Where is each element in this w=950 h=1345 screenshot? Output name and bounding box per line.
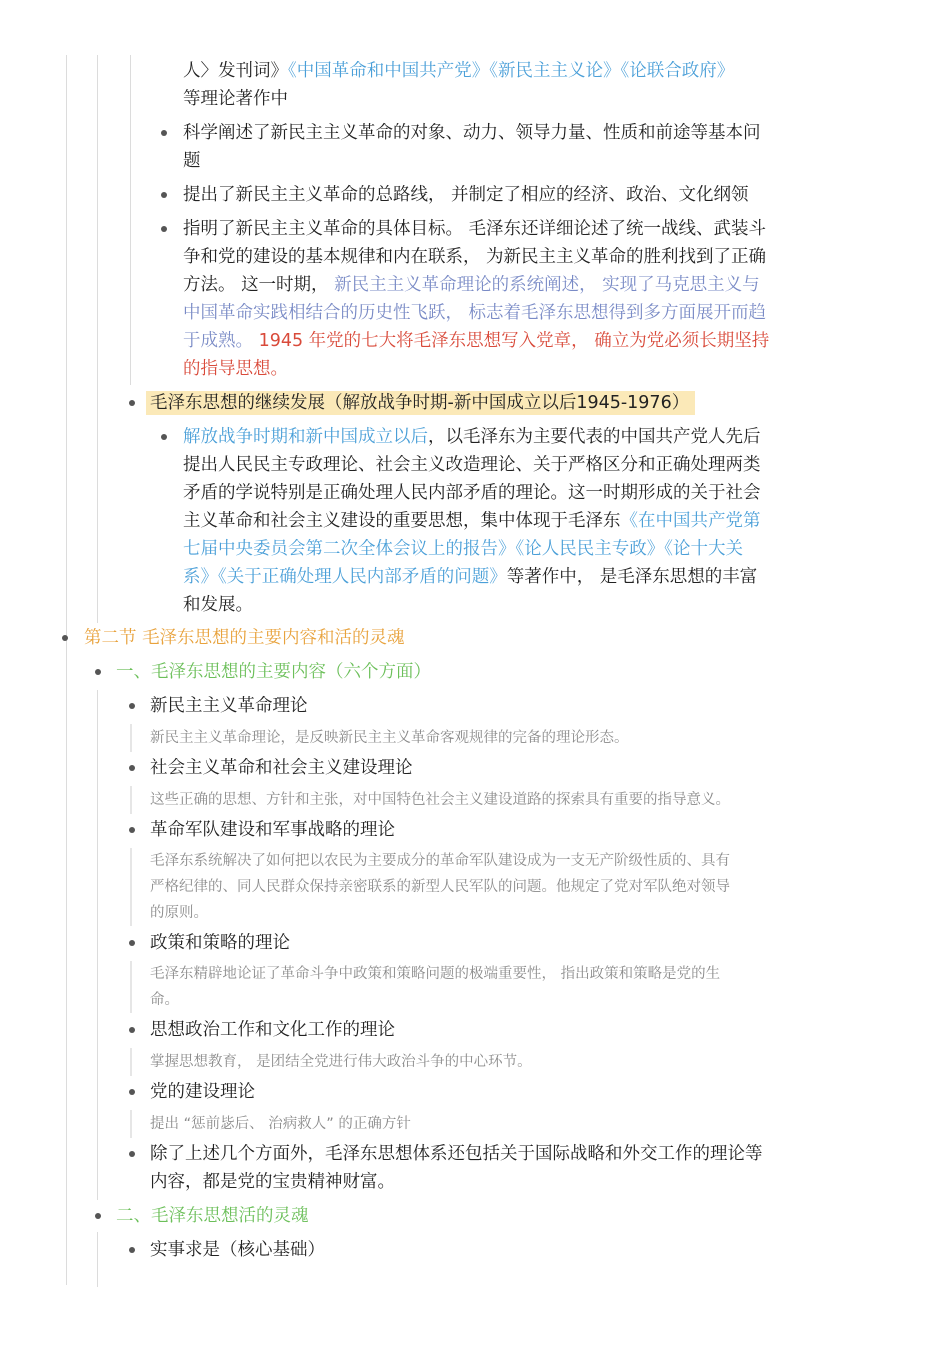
outline-guide-level1 [66,55,67,1285]
list-item-text: 和发展。 [183,595,253,615]
section-title: 第二节 毛泽东思想的主要内容和活的灵魂 [84,628,405,648]
note-bar [130,848,132,926]
outline-guide-level2 [97,55,98,623]
list-item-text: 指明了新民主主义革命的具体目标。 毛泽东还详细论述了统一战线、武装斗 [183,219,767,239]
note-bar [130,786,132,814]
bullet-icon [129,940,135,946]
bullet-icon [129,400,135,406]
period-link: 解放战争时期和新中国成立以后 [183,427,428,447]
item-note: 这些正确的思想、方针和主张，对中国特色社会主义建设道路的探索具有重要的指导意义。 [150,792,730,808]
subsection-heading [146,389,695,417]
bullet-icon [129,703,135,709]
note-bar [130,1048,132,1076]
bullet-icon [129,1027,135,1033]
highlight-text: 于成熟。 [183,331,253,351]
list-item-text: 除了上述几个方面外，毛泽东思想体系还包括关于国际战略和外交工作的理论等 [150,1144,763,1164]
bullet-icon [161,192,167,198]
item-note: 的原则。 [150,905,208,921]
work-titles-link: 七届中央委员会第二次全体会议上的报告》《论人民民主专政》《论十大关 [183,539,743,559]
outline-guide-level2b [97,690,98,1200]
item-note: 新民主主义革命理论，是反映新民主主义革命客观规律的完备的理论形态。 [150,730,629,746]
list-item-text: 提出人民民主专政理论、社会主义改造理论、关于严格区分和正确处理两类 [183,455,761,475]
highlighted-heading: 毛泽东思想的继续发展（解放战争时期-新中国成立以后1945-1976） [146,391,695,415]
list-item-text [183,327,769,355]
note-bar [130,1110,132,1138]
text-fragment: 等著作中， 是毛泽东思想的丰富 [506,567,758,587]
content-item-title: 党的建设理论 [150,1082,255,1102]
note-bar [130,724,132,752]
text-line [183,57,734,85]
bullet-icon [161,226,167,232]
content-item-title: 实事求是（核心基础） [150,1240,325,1260]
text-line: 等理论著作中 [183,89,288,109]
text-fragment: 方法。 这一时期， [183,275,329,295]
content-item-title: 社会主义革命和社会主义建设理论 [150,758,413,778]
bullet-icon [95,669,101,675]
item-note: 提出 “惩前毖后、 治病救人” 的正确方针 [150,1116,411,1132]
list-item-text: 提出了新民主主义革命的总路线， 并制定了相应的经济、政治、文化纲领 [183,185,749,205]
text-fragment: 人〉发刊词》 [183,61,288,81]
outline-guide-level3 [130,55,131,385]
outline-guide-level2c [97,1232,98,1287]
emphasis-text: 1945 年党的七大将毛泽东思想写入党章， 确立为党必须长期坚持 [253,331,770,351]
list-item-text [183,563,757,591]
bullet-icon [161,434,167,440]
item-note: 毛泽东精辟地论证了革命斗争中政策和策略问题的极端重要性， 指出政策和策略是党的生 [150,966,721,982]
list-item-text: 争和党的建设的基本规律和内在联系， 为新民主主义革命的胜利找到了正确 [183,247,767,267]
emphasis-text: 的指导思想。 [183,359,288,379]
list-item-text [183,507,761,535]
list-item-text: 题 [183,151,201,171]
bullet-icon [62,635,68,641]
item-note: 掌握思想教育， 是团结全党进行伟大政治斗争的中心环节。 [150,1054,532,1070]
text-fragment: 主义革命和社会主义建设的重要思想，集中体现于毛泽东 [183,511,621,531]
list-item-text: 科学阐述了新民主主义革命的对象、动力、领导力量、性质和前途等基本问 [183,123,761,143]
list-item-text [183,423,761,451]
highlight-text: 中国革命实践相结合的历史性飞跃， 标志着毛泽东思想得到多方面展开而趋 [183,303,767,323]
bullet-icon [161,130,167,136]
content-item-title: 思想政治工作和文化工作的理论 [150,1020,395,1040]
work-titles-link: 《在中国共产党第 [620,511,761,531]
highlight-text: 新民主主义革命理论的系统阐述， 实现了马克思主义与 [328,275,760,295]
item-note: 严格纪律的、同人民群众保持亲密联系的新型人民军队的问题。他规定了党对军队绝对领导 [150,879,730,895]
content-item-title: 新民主主义革命理论 [150,696,308,716]
work-titles-link: 《中国革命和中国共产党》《新民主主义论》《论联合政府》 [288,61,735,81]
item-note: 毛泽东系统解决了如何把以农民为主要成分的革命军队建设成为一支无产阶级性质的、具有 [150,853,730,869]
item-note: 命。 [150,992,179,1008]
bullet-icon [129,1247,135,1253]
bullet-icon [129,1089,135,1095]
bullet-icon [129,827,135,833]
list-item-text: 矛盾的学说特别是正确处理人民内部矛盾的理论。这一时期形成的关于社会 [183,483,761,503]
note-bar [130,961,132,1013]
content-item-title: 政策和策略的理论 [150,933,290,953]
list-item-text [183,271,760,299]
part-heading: 一、毛泽东思想的主要内容（六个方面） [116,662,431,682]
text-fragment: ，以毛泽东为主要代表的中国共产党人先后 [428,427,761,447]
bullet-icon [95,1213,101,1219]
content-item-title: 革命军队建设和军事战略的理论 [150,820,395,840]
part-heading: 二、毛泽东思想活的灵魂 [116,1206,309,1226]
bullet-icon [129,765,135,771]
work-titles-link: 系》《关于正确处理人民内部矛盾的问题》 [183,567,507,587]
bullet-icon [129,1151,135,1157]
list-item-text: 内容，都是党的宝贵精神财富。 [150,1172,395,1192]
